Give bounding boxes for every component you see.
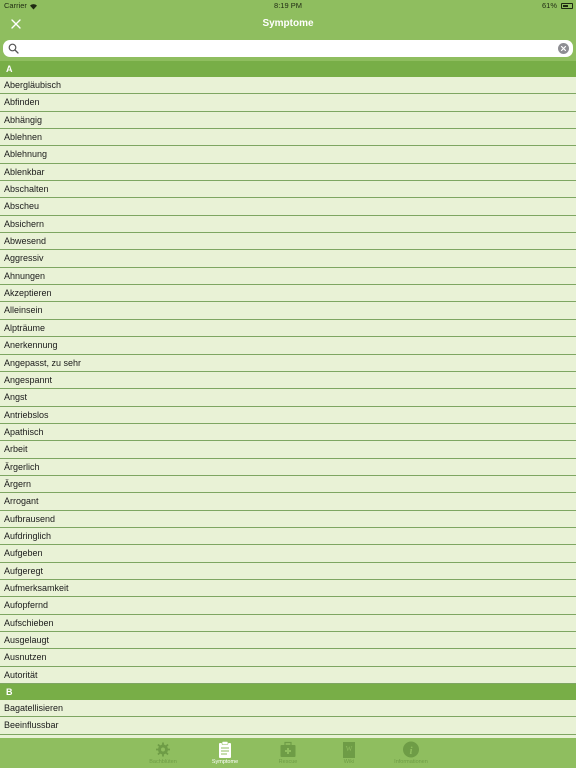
first-aid-kit-icon	[279, 741, 297, 758]
navigation-bar	[0, 12, 576, 36]
symptom-list[interactable]	[0, 61, 576, 738]
tab-label: Bachblüten	[149, 759, 177, 765]
carrier-label: Carrier	[4, 1, 27, 10]
list-item[interactable]: Alleinsein	[0, 302, 576, 319]
list-item[interactable]: Ablehnen	[0, 129, 576, 146]
search-field[interactable]	[3, 40, 573, 57]
list-item[interactable]: Aufmerksamkeit	[0, 580, 576, 597]
list-item[interactable]: Ablenkbar	[0, 164, 576, 181]
list-item[interactable]: Aufgeben	[0, 545, 576, 562]
search-bar	[0, 36, 576, 61]
list-item[interactable]: Abergläubisch	[0, 77, 576, 94]
list-item[interactable]: Ärgerlich	[0, 459, 576, 476]
list-item[interactable]: Apathisch	[0, 424, 576, 441]
tab-informationen[interactable]	[371, 738, 451, 768]
list-item[interactable]: Absichern	[0, 216, 576, 233]
wiki-book-icon	[340, 741, 358, 758]
list-item[interactable]: Bagatellisieren	[0, 700, 576, 717]
gear-flower-icon	[154, 741, 172, 758]
tab-label: Symptome	[211, 759, 239, 765]
list-item[interactable]: Ausnutzen	[0, 649, 576, 666]
list-item[interactable]: Beeinflussbar	[0, 717, 576, 734]
svg-text:i: i	[409, 745, 413, 757]
tab-bar	[0, 738, 576, 768]
svg-text:W: W	[345, 745, 353, 753]
status-bar	[0, 0, 576, 12]
clear-search-icon[interactable]	[558, 43, 569, 54]
tab-label: Informationen	[394, 759, 428, 765]
list-item[interactable]: Ablehnung	[0, 146, 576, 163]
list-item[interactable]: Angst	[0, 389, 576, 406]
list-item[interactable]: Ahnungen	[0, 268, 576, 285]
list-item[interactable]: Anerkennung	[0, 337, 576, 354]
search-icon	[8, 43, 19, 54]
list-item[interactable]: Abwesend	[0, 233, 576, 250]
list-item[interactable]: Ärgern	[0, 476, 576, 493]
tab-label: Rescue	[278, 759, 298, 765]
clipboard-icon	[216, 741, 234, 758]
list-item[interactable]: Abfinden	[0, 94, 576, 111]
list-item[interactable]: Aufbrausend	[0, 511, 576, 528]
battery-percent: 61%	[541, 1, 557, 10]
list-item[interactable]: Angespannt	[0, 372, 576, 389]
list-item[interactable]: Abschalten	[0, 181, 576, 198]
list-item[interactable]: Arrogant	[0, 493, 576, 510]
list-item[interactable]: Ausgelaugt	[0, 632, 576, 649]
list-item[interactable]: Aufopfernd	[0, 597, 576, 614]
list-item[interactable]: Antriebslos	[0, 407, 576, 424]
list-item[interactable]: Aufdringlich	[0, 528, 576, 545]
tab-label: Wiki	[343, 759, 355, 765]
list-item[interactable]: Aggressiv	[0, 250, 576, 267]
battery-icon	[561, 3, 573, 9]
list-item[interactable]: Abscheu	[0, 198, 576, 215]
clock: 8:19 PM	[274, 1, 302, 10]
list-item[interactable]: Angepasst, zu sehr	[0, 355, 576, 372]
search-input[interactable]	[21, 41, 555, 57]
list-item[interactable]: Alpträume	[0, 320, 576, 337]
list-item[interactable]: Aufschieben	[0, 615, 576, 632]
info-icon	[402, 741, 420, 758]
page-title: Symptome	[262, 18, 314, 29]
list-item[interactable]: Autorität	[0, 667, 576, 684]
list-item[interactable]: Aufgeregt	[0, 563, 576, 580]
list-item[interactable]: Abhängig	[0, 112, 576, 129]
section-header: B	[0, 684, 576, 700]
list-item[interactable]: Arbeit	[0, 441, 576, 458]
list-item[interactable]: Akzeptieren	[0, 285, 576, 302]
section-header: A	[0, 61, 576, 77]
